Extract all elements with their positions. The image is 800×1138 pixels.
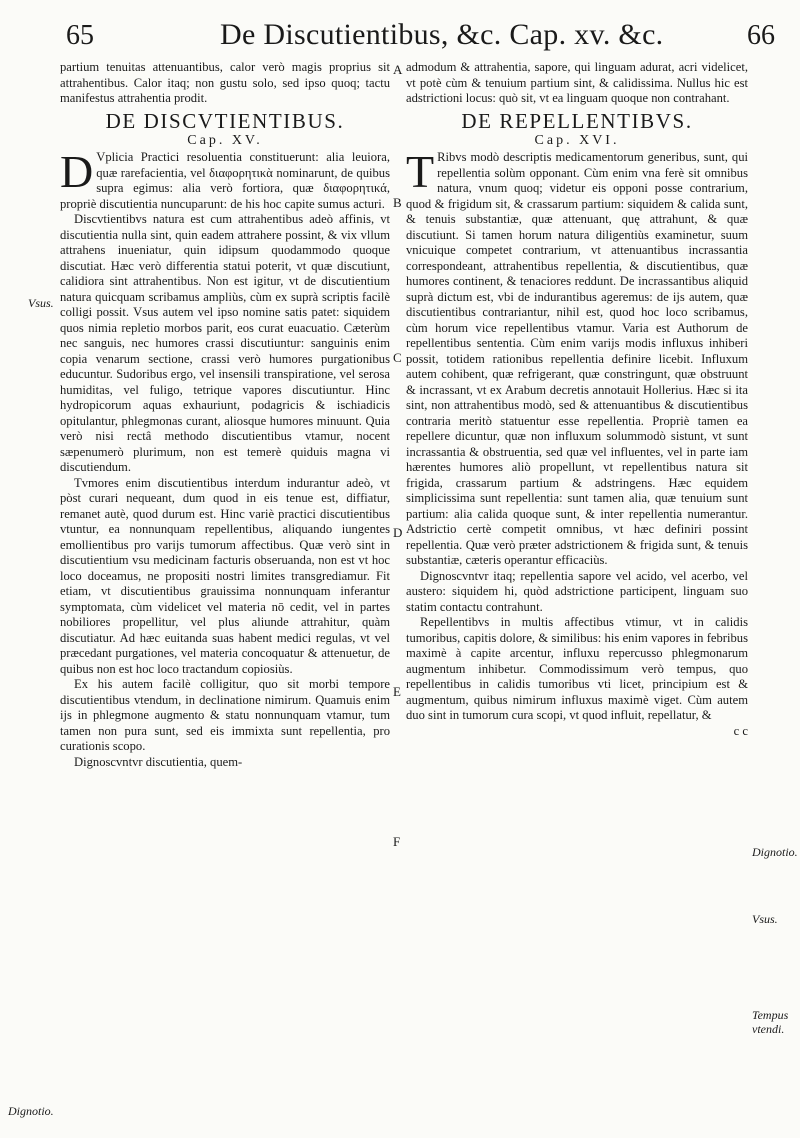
right-column — [406, 60, 748, 739]
margin-note-vsus-left: Vsus. — [28, 296, 54, 310]
right-paragraph-4: Repellentibvs in multis affectibus vtimur, vt in calidis tumoribus, capitis dolore, & similibus: his enim vapores in febribus maximè à capite arcentur, influxu repercusso phlegmonarum augmentum inhibetur. Commodissimum verò tempus, quo repellentibus in calidis tumoribus vti licet, principium est & augmentum, quibus nimirum influxus maximè viget. Cùm autem duo sint in tumorum cura scopi, vt quod influit, repellatur, & — [406, 615, 748, 722]
page-number-left: 65 — [66, 20, 94, 51]
drop-cap-d: D — [60, 146, 94, 197]
running-header — [30, 18, 775, 62]
page-number-right: 66 — [747, 20, 775, 51]
left-paragraph-3: Discvtientibvs natura est cum attrahentibus adeò affinis, vt discutientia nulla sint, quin eadem attrahere possint, & vix vllum attrahens inueniatur, quin idipsum quodammodo quoque discutiat. Hæc verò differentia statui poterit, vt quæ discutiunt, calidiora sint attrahentibus. Non est igitur, vt de discutientium natura quicquam scribamus ampliùs, cùm ex suprà scriptis facilè colligi possit. Vsus autem vel ipso nomine satis patet: siquidem quos nimia repletio morbos parit, eos curat euacuatio. Cæterùm nec sanguis, nec humores crassi discutiuntur: sanguinis enim copia venarum sectione, crassi verò humores purgationibus educuntur. Sudoribus ergo, vel insensili transpiratione, vel serosa humiditas, vel fuligo, tetrique vapores discutiuntur. Hinc hydropicorum aquas exhauriunt, podagricis & ischiadicis opitulantur, phlegmonas curant, aliosque humores minuunt. Quia verò nisi rectâ methodo discutientibus vtamur, nocent sæpenumerò plurimum, non est temerè quiduis magna vi discutiendum. — [60, 212, 390, 474]
chapter-number-xv: Cap. XV. — [187, 132, 263, 148]
running-title: De Discutientibus, &c. Cap. xv. &c. — [220, 18, 664, 51]
section-letter-e: E — [393, 684, 401, 699]
right-paragraph-2: Ribvs modò descriptis medicamentorum generibus, sunt, qui repellentia solùm opponant. Cùm enim vna ferè sit omnibus natura, vnum quoq; videtur eis opponi posse contrarium, quod & frigidum sit, & crassarum partium: siquidem & calida sunt, & tenuis substantiæ, quæ attenuant, quę attrahunt, & quæ discutiunt. Si tamen horum natura diligentiùs examinetur, suum vnicuique competet contrarium, vt attenuantibus incrassantia correspondeant, attrahentibus repellentia, & discutientibus, quæ humores continent, & tenaciores reddunt. De incrassantibus aliquid suprà dictum est, vbi de indurantibus ageremus: de ijs autem, quæ discutientibus contrariantur, nihil est, quod hoc loco scribamus, cùm horum vice repellentibus vtamur. Varia est Authorum de repellentibus sententia. Cùm enim varijs modis influxus inhiberi possit, totidem rationibus repellentia definire licebit. Influxum autem cohibent, quæ refrigerant, quæ constringunt, quæ obstruunt & incrassant, vt ex Arabum decretis annotauit Hollerius. Hæc si ita sint, non attrahentibus modò, sed & attenuantibus & discutientibus contraria meritò statuentur esse repellentia. Propriè tamen ea repellere dicuntur, quæ non influxum solummodò sistunt, vt sunt incrassantia & obstruentia, sed quæ vel influentes, vel in parte iam hærentes humores aliò propellunt, vt repellentibus natura sit frigida, crassarum partium & adstringens. Hæc equidem simplicissima sunt repellentia: sunt tamen alia, quæ tenuium sunt partium: alia calida quoque sunt, & inter repellentia numerantur. Adstrictio certè competit omnibus, vt hæc definiri possint repellentia. Quæ verò præter adstrictionem & frigida sunt, & tenuis substantiæ, cæteris operantur efficaciùs. — [406, 150, 748, 567]
margin-note-tempus-right: Tempus vtendi. — [752, 1008, 789, 1036]
margin-note-dignotio-left: Dignotio. — [8, 1104, 54, 1118]
left-paragraph-4: Tvmores enim discutientibus interdum indurantur adeò, vt pòst curari nequeant, dum quod in eis tenue est, diffiatur, remanet autè, quod durum est. Hinc variè practici discutientibus vtuntur, ea nonnunquam repellentibus, aliquando iungentes emollientibus pro varijs tumorum affectibus. Quæ verò sint in discutientium vsu medicinam facturis obseruanda, non est vt hoc loco doceamus, ne propositi nostri limites transgrediamur. Fit etiam, vt discutientibus grauissima nonnunquam inferantur symptomata, cùm videlicet vel materia nō cedit, vel in partes nobiliores propellitur, vel plus aliunde attrahitur, quàm discutiatur. Ad hæc euitanda suas habent medici regulas, vt vel præcedant purgationes, vel materia concoquatur & attenuetur, de quibus non est hoc loco tractandum copiosiùs. — [60, 475, 390, 676]
section-letter-f: F — [393, 834, 401, 849]
section-letter-d: D — [393, 525, 403, 540]
section-letter-b: B — [393, 195, 402, 210]
chapter-title-repellentibus: DE REPELLENTIBVS. — [461, 108, 693, 133]
right-paragraph-1: admodum & attrahentia, sapore, qui linguam adurat, acri videlicet, vt potè cùm & tenuium partium sint, & calidissima. Nullus hic est adstrictioni locus: quò sit, vt ea linguam quoque non contrahant. — [406, 60, 748, 105]
left-paragraph-2: Vplicia Practici resoluentia constituerunt: alia leuiora, quæ rarefacientia, vel διαφορητικὰ nominarunt, de quibus supra egimus: alia verò fortiora, quæ διαφορητικά, propriè discutientia nuncuparunt: de his hoc capite sumus acturi. — [60, 150, 390, 211]
margin-note-dignotio-right: Dignotio. — [752, 845, 798, 859]
right-paragraph-3: Dignoscvntvr itaq; repellentia sapore vel acido, vel acerbo, vel austero: siquidem hi, quòd adstrictione participent, linguam suo statim contactu contrahunt. — [406, 568, 748, 614]
section-letter-c: C — [393, 350, 402, 365]
left-paragraph-1: partium tenuitas attenuantibus, calor verò magis proprius sit attrahentibus. Calor itaq; non gustu solo, sed ipso quoq; tactu manifestus attrahentia prodit. — [60, 60, 390, 105]
margin-note-vsus-right: Vsus. — [752, 912, 778, 926]
left-paragraph-6: Dignoscvntvr discutientia, quem- — [74, 754, 243, 769]
drop-cap-t: T — [406, 146, 435, 197]
chapter-number-xvi: Cap. XVI. — [534, 132, 620, 148]
section-letter-a: A — [393, 62, 403, 77]
chapter-title-discutientibus: DE DISCVTIENTIBUS. — [105, 108, 345, 133]
catchword: c c — [733, 723, 748, 738]
left-column — [60, 60, 390, 770]
left-paragraph-5: Ex his autem facilè colligitur, quo sit morbi tempore discutientibus vtendum, in declinatione nimirum. Quamuis enim ijs in phlegmone augmento & statu nonnunquam vtamur, tum tamen non pura sunt, sed eis immixta sunt repellentia, pro curationis scopo. — [60, 677, 390, 753]
